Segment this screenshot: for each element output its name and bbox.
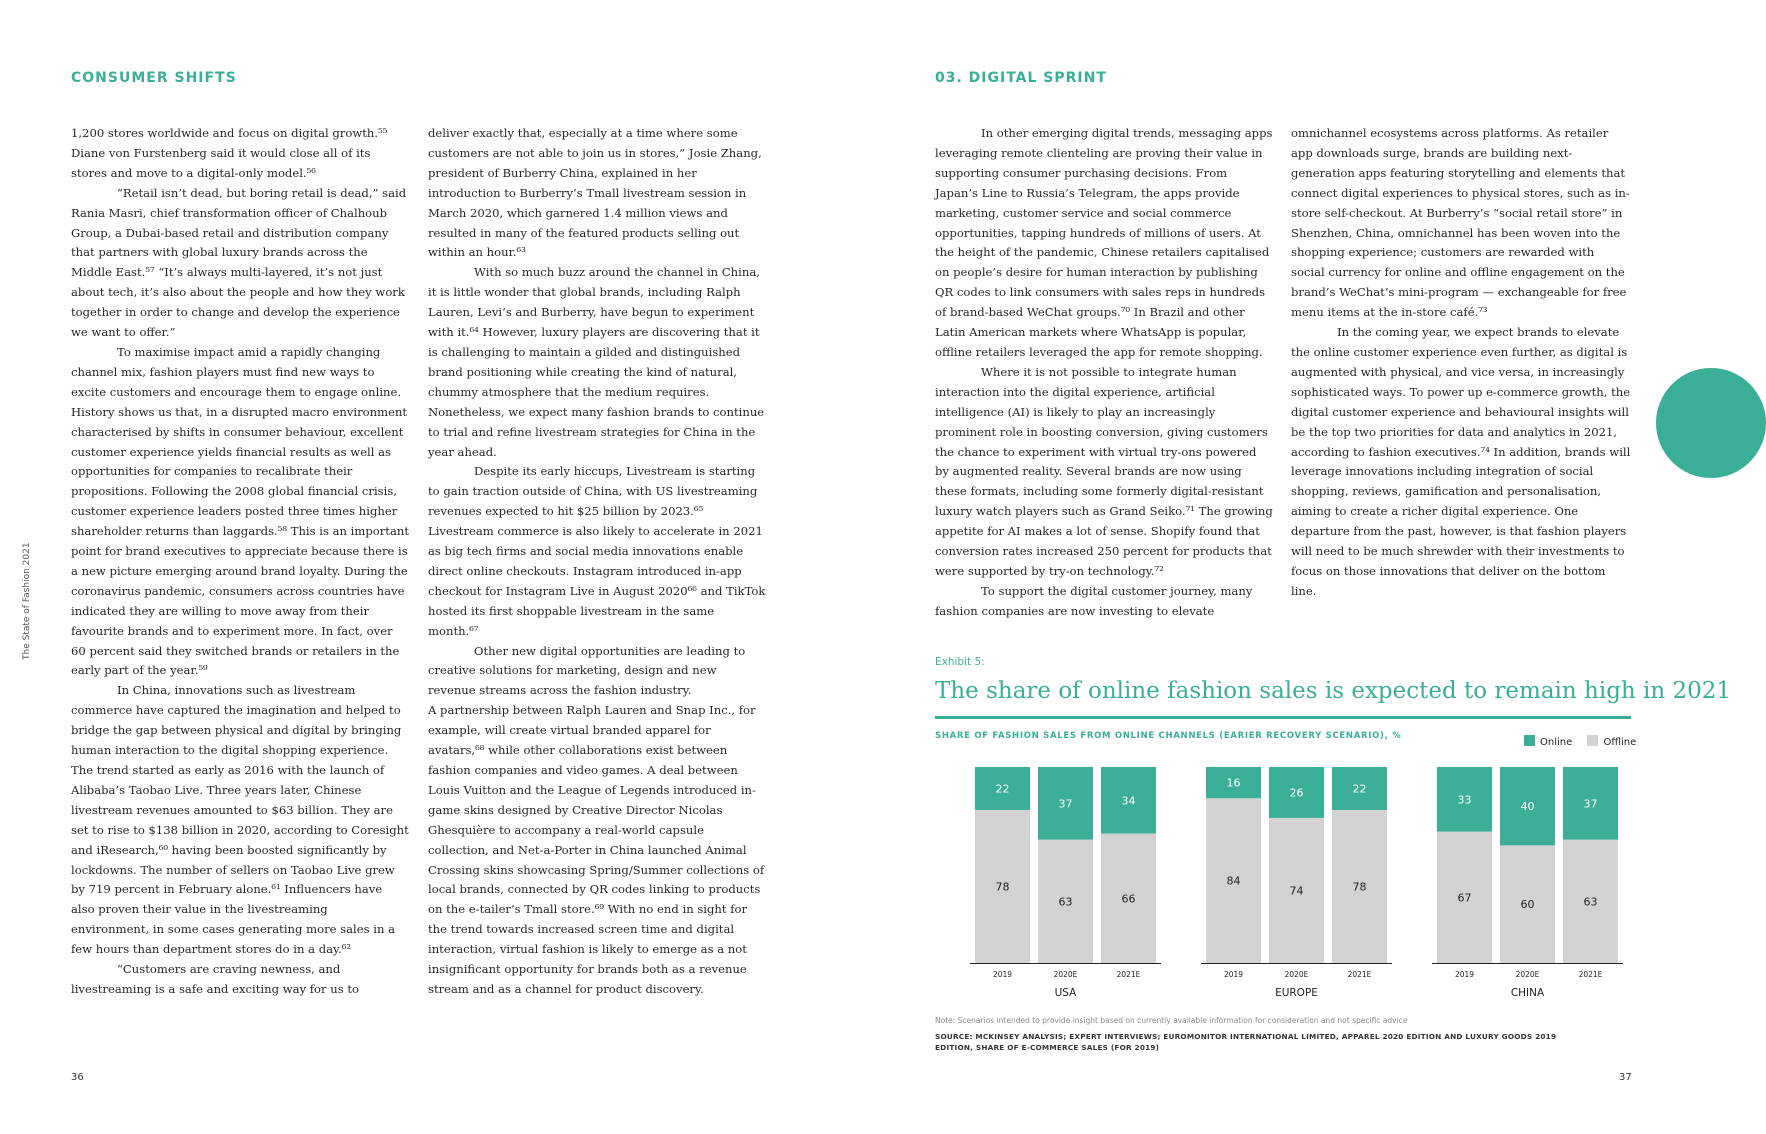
data-label-offline: 63: [1583, 895, 1598, 909]
paragraph: To support the digital customer journey, many fashion companies are now investing to elevate: [935, 583, 1253, 618]
paragraph: “Retail isn’t dead, but boring retail is dead,” said Rania Masri, chief transformation officer of Chalhoub Group, a Dubai-based retail and distribution company that partners with global luxury brands across the Middle East.⁵⁷ “It’s always multi-layered, it’s not just about tech, it’s also about the people and how they work together in order to change and develop the experience we want to offer.”: [71, 185, 407, 340]
left-page-column-2: [428, 124, 766, 1000]
legend-swatch-offline: [1587, 735, 1598, 746]
tick-label: 2021E: [1578, 970, 1603, 979]
paragraph: In the coming year, we expect brands to elevate the online customer experience even further, as digital is augmented with physical, and vice versa, in increasingly sophisticated ways. To power up e-commerce growth, the digital customer experience and behavioural insights will be the top two priorities for data and analytics in 2021, according to fashion executives.⁷⁴ In addition, brands will leverage innovations including integration of social shopping, reviews, gamification and personalisation, aiming to create a richer digital experience. One departure from the past, however, is that fashion players will need to be much shrewder with their investments to focus on those innovations that deliver on the bottom line.: [1291, 325, 1631, 598]
paragraph: 1,200 stores worldwide and focus on digital growth.⁵⁵ Diane von Furstenberg said it would close all of its stores and move to a digital-only model.⁵⁶: [71, 126, 388, 180]
data-label-offline: 78: [1352, 880, 1367, 894]
paragraph: With so much buzz around the channel in China, it is little wonder that global brands, including Ralph Lauren, Levi’s and Burberry, have begun to experiment with it.⁶⁴ However, luxury players are discovering that it is challenging to maintain a gilded and distinguished brand positioning while creating the kind of natural, chummy atmosphere that the medium requires. Nonetheless, we expect many fashion brands to continue to trial and refine livestream strategies for China in the year ahead.: [428, 265, 765, 459]
data-label-online: 22: [995, 782, 1010, 796]
chart-subtitle: SHARE OF FASHION SALES FROM ONLINE CHANNELS (EARIER RECOVERY SCENARIO), %: [935, 731, 1402, 741]
paragraph: In China, innovations such as livestream commerce have captured the imagination and helped to bridge the gap between physical and digital by bringing human interaction to the digital shopping experience. The trend started as early as 2016 with the launch of Alibaba’s Taobao Live. Three years later, Chinese livestream revenues amounted to $63 billion. They are set to rise to $138 billion in 2020, according to Coresight and iResearch,⁶⁰ having been boosted significantly by lockdowns. The number of sellers on Taobao Live grew by 719 percent in February alone.⁶¹ Influencers have also proven their value in the livestreaming environment, in some cases generating more sales in a few hours than department stores do in a day.⁶²: [71, 683, 409, 957]
publication-side-label: The State of Fashion 2021: [22, 542, 32, 660]
legend-item-online: [1524, 737, 1572, 748]
legend-swatch-online: [1524, 735, 1535, 746]
data-label-offline: 60: [1520, 898, 1535, 912]
data-label-online: 16: [1226, 776, 1241, 790]
paragraph: omnichannel ecosystems across platforms. As retailer app downloads surge, brands are building next-generation apps featuring storytelling and elements that connect digital experiences to physical stores, such as in-store self-checkout. At Burberry’s “social retail store” in Shenzhen, China, omnichannel has been woven into the shopping experience; customers are rewarded with social currency for online and offline engagement on the brand’s WeChat’s mini-program — exchangeable for free menu items at the in-store café.⁷³: [1291, 126, 1630, 320]
exhibit-label: Exhibit 5:: [935, 656, 985, 668]
tick-label: 2021E: [1347, 970, 1372, 979]
tick-label: 2020E: [1284, 970, 1309, 979]
paragraph: To maximise impact amid a rapidly changing channel mix, fashion players must find new ways to excite customers and encourage them to engage online. History shows us that, in a disrupted macro environment characterised by shifts in consumer behaviour, excellent customer experience yields financial results as well as opportunities for companies to recalibrate their propositions. Following the 2008 global financial crisis, customer experience leaders posted three times higher shareholder returns than laggards.⁵⁸ This is an important point for brand executives to appreciate because there is a new picture emerging around brand loyalty. During the coronavirus pandemic, consumers across countries have indicated they are willing to move away from their favourite brands and to experiment more. In fact, over 60 percent said they switched brands or retailers in the early part of the year.⁵⁹: [71, 344, 410, 678]
stacked-bar-chart: [935, 760, 1603, 1008]
group-label: EUROPE: [1275, 987, 1318, 999]
data-label-offline: 63: [1058, 895, 1073, 909]
data-label-online: 26: [1289, 786, 1304, 800]
legend-label-offline: Offline: [1603, 737, 1637, 748]
paragraph: A partnership between Ralph Lauren and Snap Inc., for example, will create virtual branded apparel for avatars,⁶⁸ while other collaborations exist between fashion companies and video games. A deal between Louis Vuitton and the League of Legends introduced in-game skins designed by Creative Director Nicolas Ghesquière to accompany a real-world capsule collection, and Net-a-Porter in China launched Animal Crossing skins showcasing Spring/Summer collections of local brands, connected by QR codes linking to products on the e-tailer’s Tmall store.⁶⁹ With no end in sight for the trend towards increased screen time and digital interaction, virtual fashion is likely to emerge as a not insignificant opportunity for brands both as a revenue stream and as a channel for product discovery.: [428, 703, 765, 996]
data-label-online: 34: [1121, 794, 1136, 808]
right-page-column-2: [1291, 124, 1631, 602]
left-page-column-1: [71, 124, 409, 1000]
data-label-online: 40: [1520, 800, 1535, 814]
exhibit-title-rule: [935, 716, 1631, 719]
paragraph: Other new digital opportunities are leading to creative solutions for marketing, design and new revenue streams across the fashion industry.: [428, 643, 746, 698]
legend-label-online: Online: [1540, 737, 1573, 748]
paragraph: In other emerging digital trends, messaging apps leveraging remote clienteling are proving their value in supporting consumer purchasing decisions. From Japan’s Line to Russia’s Telegram, the apps provide marketing, customer service and social commerce opportunities, tapping hundreds of millions of users. At the height of the pandemic, Chinese retailers capitalised on people’s desire for human interaction by publishing QR codes to link consumers with sales reps in hundreds of brand-based WeChat groups.⁷⁰ In Brazil and other Latin American markets where WhatsApp is popular, offline retailers leveraged the app for remote shopping.: [935, 126, 1273, 359]
tick-label: 2021E: [1116, 970, 1141, 979]
chart-source: SOURCE: MCKINSEY ANALYSIS; EXPERT INTERVIEWS; EUROMONITOR INTERNATIONAL LIMITED, APPAREL 2020 EDITION AND LUXURY GOODS 2019 EDITION, SHARE OF E-COMMERCE SALES (FOR 2019): [935, 1032, 1557, 1052]
data-label-offline: 84: [1226, 874, 1241, 888]
decorative-circle: [1656, 368, 1766, 478]
data-label-online: 22: [1352, 782, 1367, 796]
tick-label: 2020E: [1515, 970, 1540, 979]
paragraph: “Customers are craving newness, and livestreaming is a safe and exciting way for us to: [71, 962, 360, 996]
right-page-column-1: [935, 124, 1273, 622]
tick-label: 2019: [1454, 970, 1475, 979]
data-label-offline: 78: [995, 880, 1010, 894]
data-label-online: 33: [1457, 793, 1472, 807]
data-label-offline: 67: [1457, 891, 1472, 905]
tick-label: 2019: [1223, 970, 1244, 979]
paragraph: deliver exactly that, especially at a time where some customers are not able to join us in stores,” Josie Zhang, president of Burberry China, explained in her introduction to Burberry’s Tmall livestream session in March 2020, which garnered 1.4 million views and resulted in many of the featured products selling out within an hour.⁶³: [428, 126, 762, 260]
legend-item-offline: [1587, 737, 1636, 748]
exhibit-title: The share of online fashion sales is expected to remain high in 2021: [935, 678, 1732, 704]
chart-legend: [1524, 735, 1648, 748]
tick-label: 2020E: [1053, 970, 1078, 979]
data-label-offline: 66: [1121, 892, 1136, 906]
tick-label: 2019: [992, 970, 1013, 979]
group-label: USA: [1054, 987, 1077, 999]
page-number-right: 37: [1619, 1072, 1632, 1083]
data-label-online: 37: [1583, 797, 1598, 811]
section-title-right: 03. DIGITAL SPRINT: [935, 70, 1107, 86]
chart-note: Note: Scenarios intended to provide insight based on currently available information for consideration and not specific advice: [935, 1016, 1408, 1025]
paragraph: Where it is not possible to integrate human interaction into the digital experience, artificial intelligence (AI) is likely to play an increasingly prominent role in boosting conversion, giving customers the chance to experiment with virtual try-ons powered by augmented reality. Several brands are now using these formats, including some formerly digital-resistant luxury watch players such as Grand Seiko.⁷¹ The growing appetite for AI makes a lot of sense. Shopify found that conversion rates increased 250 percent for products that were supported by try-on technology.⁷²: [935, 364, 1273, 578]
paragraph: Despite its early hiccups, Livestream is starting to gain traction outside of China, with US livestreaming revenues expected to hit $25 billion by 2023.⁶⁵ Livestream commerce is also likely to accelerate in 2021 as big tech firms and social media innovations enable direct online checkouts. Instagram introduced in-app checkout for Instagram Live in August 2020⁶⁶ and TikTok hosted its first shoppable livestream in the same month.⁶⁷: [428, 464, 766, 638]
data-label-offline: 74: [1289, 884, 1304, 898]
group-label: CHINA: [1510, 987, 1545, 999]
data-label-online: 37: [1058, 797, 1073, 811]
section-title-left: CONSUMER SHIFTS: [71, 70, 237, 86]
page-number-left: 36: [71, 1072, 84, 1083]
